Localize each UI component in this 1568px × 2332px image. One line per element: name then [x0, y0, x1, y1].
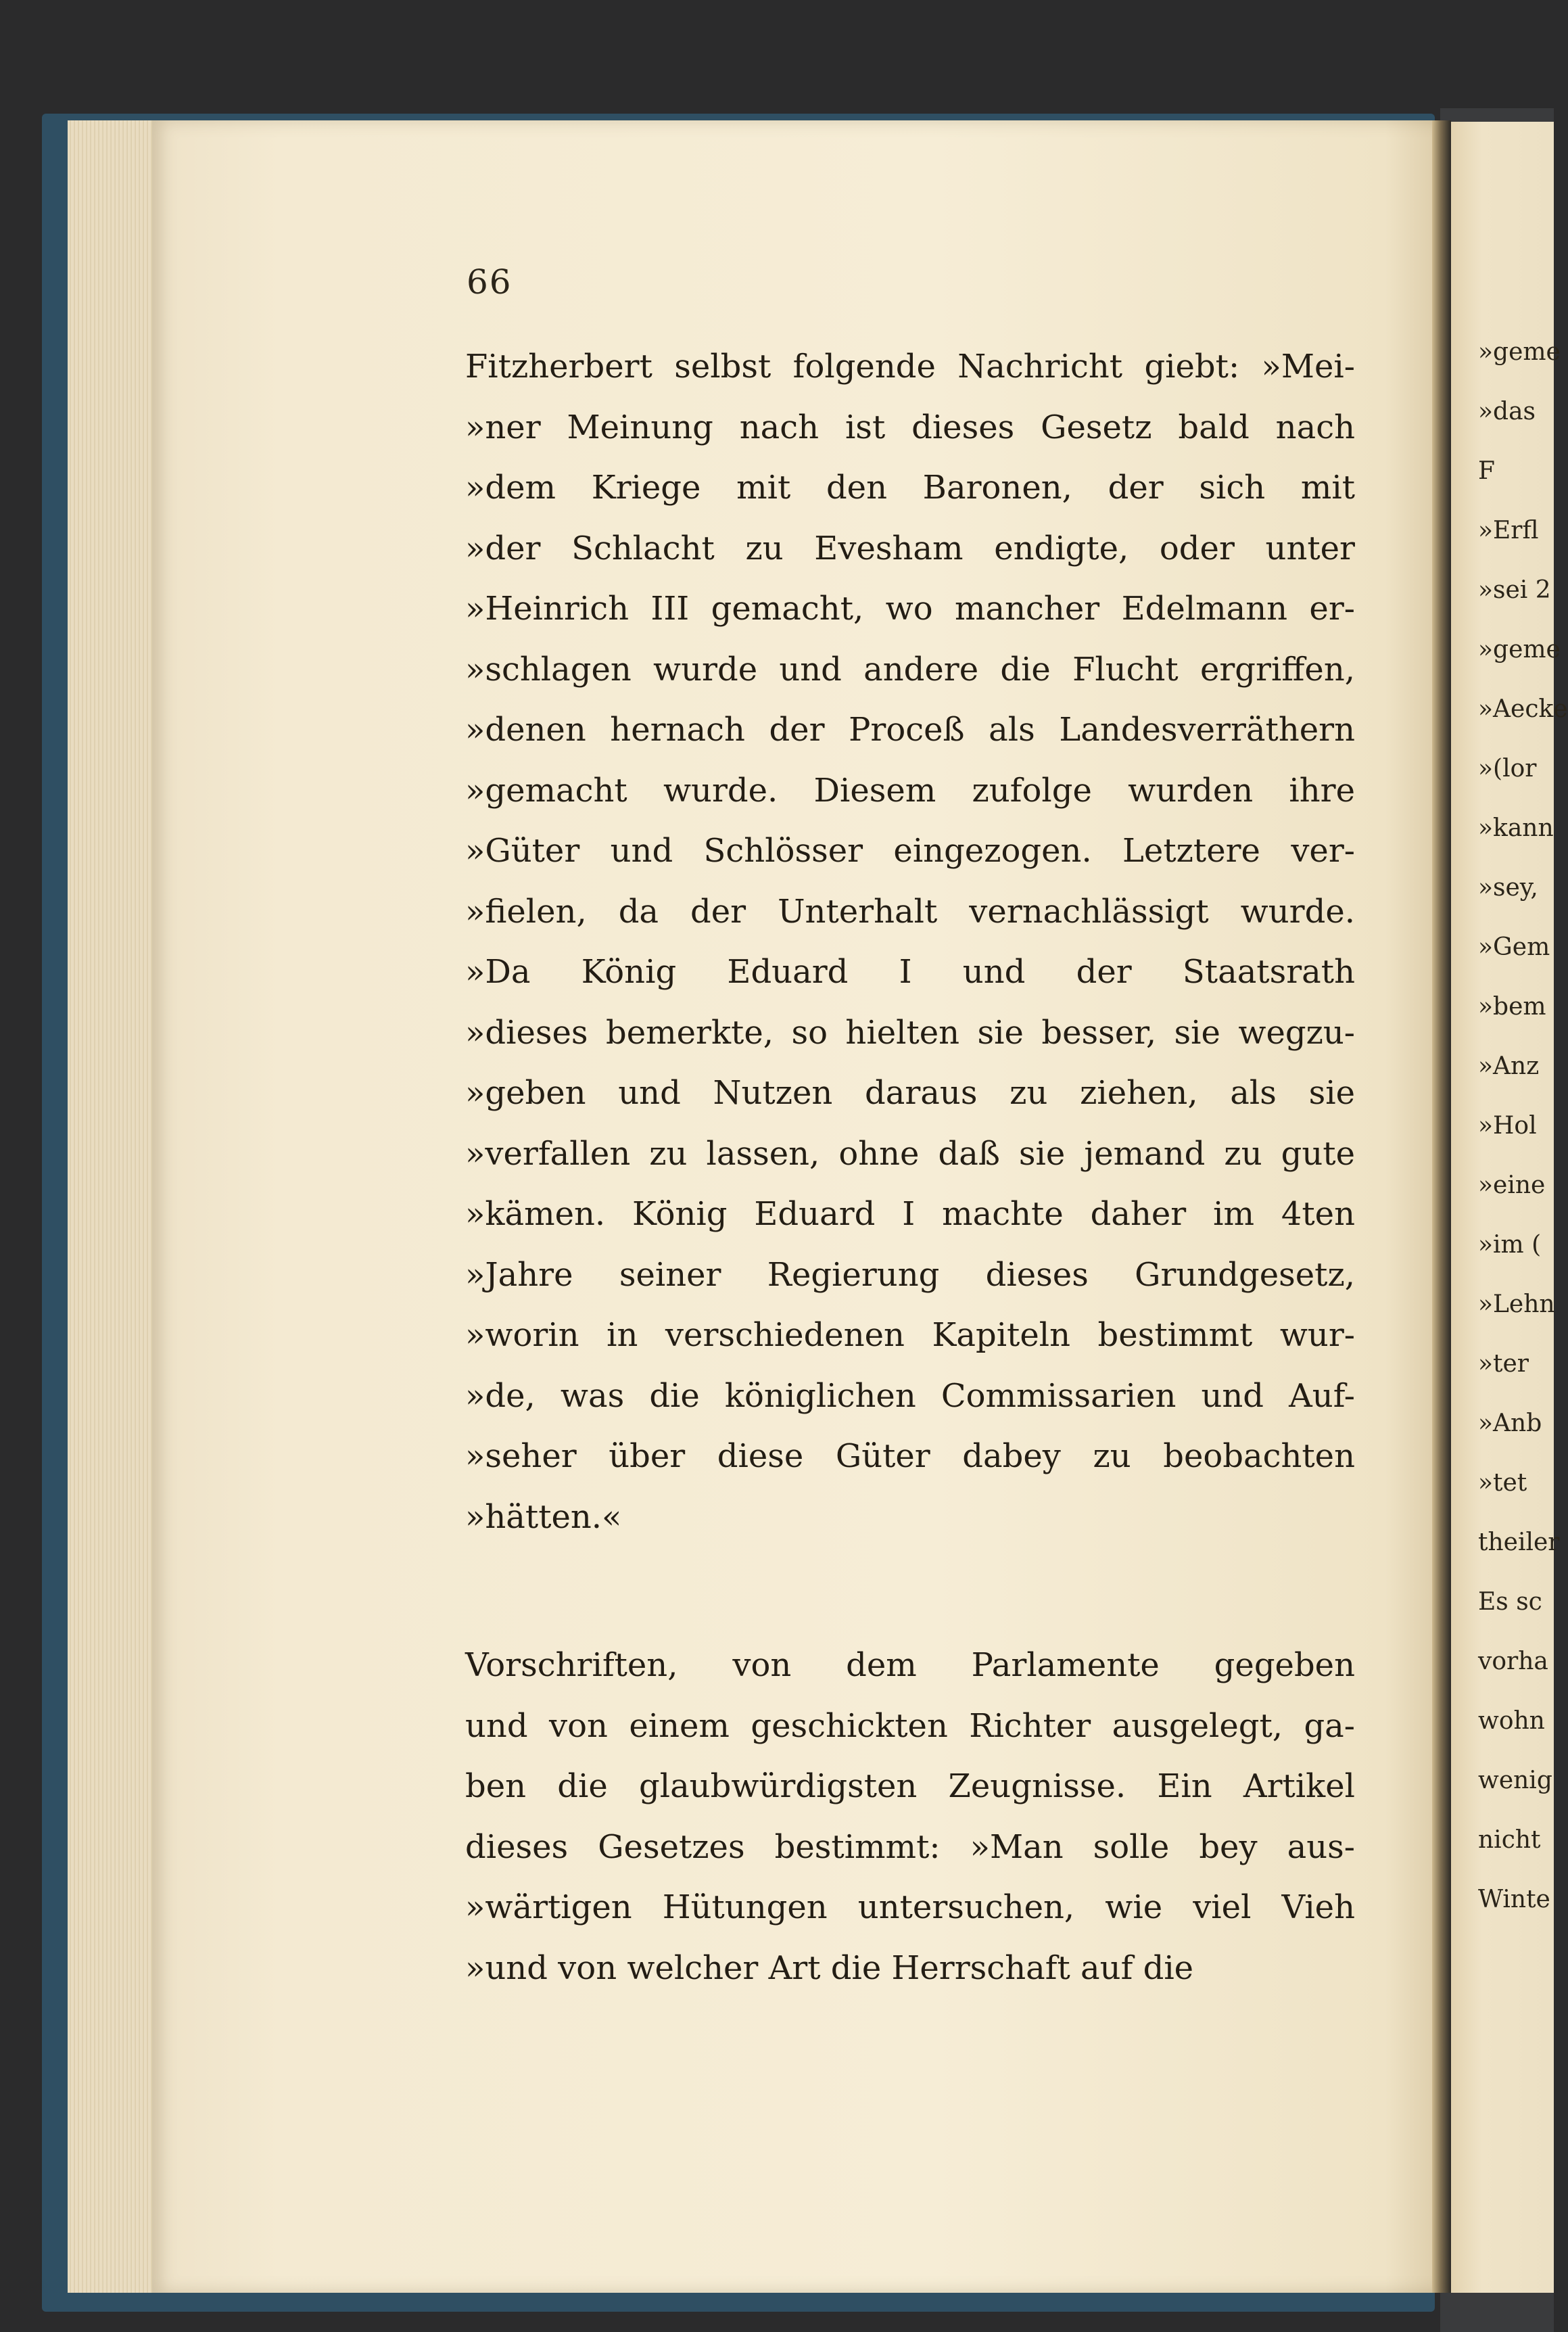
- text-line: »kämen. König Eduard I machte daher im 4ten: [465, 1195, 1355, 1233]
- book-gutter: [1432, 120, 1451, 2293]
- edge-text-fragment: »Gem: [1478, 933, 1550, 961]
- page-text: [465, 337, 1355, 1999]
- text-line: »fielen, da der Unterhalt vernachlässigt wurde.: [465, 892, 1355, 931]
- edge-text-fragment: vorha: [1478, 1648, 1548, 1675]
- edge-text-fragment: »tet: [1478, 1469, 1527, 1497]
- edge-text-fragment: »eine: [1478, 1171, 1546, 1199]
- edge-text-fragment: »Aecke: [1478, 695, 1568, 723]
- text-line: ben die glaubwürdigsten Zeugnisse. Ein Artikel: [465, 1767, 1355, 1805]
- edge-text-fragment: »geme: [1478, 636, 1561, 663]
- edge-text-fragment: wohn: [1478, 1707, 1545, 1735]
- text-line: »Güter und Schlösser eingezogen. Letztere ver-: [465, 832, 1355, 870]
- text-line: »gemacht wurde. Diesem zufolge wurden ihre: [465, 771, 1355, 810]
- text-line: dieses Gesetzes bestimmt: »Man solle bey aus-: [465, 1827, 1355, 1866]
- edge-text-fragment: wenig: [1478, 1767, 1552, 1794]
- edge-text-fragment: Winte: [1478, 1886, 1550, 1913]
- edge-text-fragment: »ter: [1478, 1350, 1529, 1378]
- text-line: Vorschriften, von dem Parlamente gegeben: [465, 1646, 1355, 1684]
- text-line: »Jahre seiner Regierung dieses Grundgesetz,: [465, 1255, 1355, 1294]
- edge-text-fragment: »Hol: [1478, 1112, 1537, 1140]
- text-line: »worin in verschiedenen Kapiteln bestimmt wur-: [465, 1316, 1355, 1354]
- text-line: »Heinrich III gemacht, wo mancher Edelmann er-: [465, 590, 1355, 628]
- edge-text-fragment: »Erfl: [1478, 517, 1539, 544]
- edge-text-fragment: »geme: [1478, 338, 1561, 366]
- text-line: »hätten.«: [465, 1497, 622, 1536]
- edge-text-fragment: Es sc: [1478, 1588, 1542, 1616]
- text-line: und von einem geschickten Richter ausgelegt, ga-: [465, 1706, 1355, 1745]
- right-page-edge: [1451, 122, 1568, 2293]
- text-line: »verfallen zu lassen, ohne daß sie jemand zu gute: [465, 1134, 1355, 1173]
- edge-text-fragment: F: [1478, 457, 1495, 485]
- edge-text-fragment: »(lor: [1478, 755, 1537, 783]
- edge-text-fragment: nicht: [1478, 1826, 1541, 1854]
- text-line: »schlagen wurde und andere die Flucht ergriffen,: [465, 650, 1355, 689]
- text-line: »wärtigen Hütungen untersuchen, wie viel Vieh: [465, 1888, 1355, 1926]
- edge-text-fragment: »im (: [1478, 1231, 1542, 1259]
- text-line: »seher über diese Güter dabey zu beobachten: [465, 1437, 1355, 1475]
- text-line: »der Schlacht zu Evesham endigte, oder unter: [465, 529, 1355, 567]
- edge-text-fragment: »bem: [1478, 993, 1546, 1021]
- page-number: 66: [467, 262, 513, 302]
- text-line: »denen hernach der Proceß als Landesverräthern: [465, 711, 1355, 749]
- paragraph-2: [465, 1635, 1355, 1999]
- text-line: Fitzherbert selbst folgende Nachricht giebt: »Mei-: [465, 348, 1355, 386]
- edge-text-fragment: theiler: [1478, 1529, 1560, 1556]
- edge-text-fragment: »sei 2: [1478, 576, 1551, 604]
- paragraph-break: [465, 1547, 1355, 1635]
- paragraph-1: [465, 337, 1355, 1547]
- text-line: »geben und Nutzen daraus zu ziehen, als sie: [465, 1074, 1355, 1112]
- edge-text-fragment: »kann: [1478, 814, 1554, 842]
- text-line: »Da König Eduard I und der Staatsrath: [465, 953, 1355, 991]
- edge-text-fragment: »sey,: [1478, 874, 1538, 902]
- text-line: »ner Meinung nach ist dieses Gesetz bald nach: [465, 408, 1355, 446]
- text-line: »dem Kriege mit den Baronen, der sich mit: [465, 469, 1355, 507]
- text-line: »de, was die königlichen Commissarien und Auf-: [465, 1376, 1355, 1415]
- edge-text-fragment: »Lehn: [1478, 1290, 1555, 1318]
- text-line: »und von welcher Art die Herrschaft auf die: [465, 1949, 1194, 1987]
- edge-text-fragment: »Anz: [1478, 1052, 1540, 1080]
- edge-text-fragment: »das: [1478, 398, 1536, 425]
- text-line: »dieses bemerkte, so hielten sie besser, sie wegzu-: [465, 1013, 1355, 1052]
- edge-text-fragment: »Anb: [1478, 1409, 1542, 1437]
